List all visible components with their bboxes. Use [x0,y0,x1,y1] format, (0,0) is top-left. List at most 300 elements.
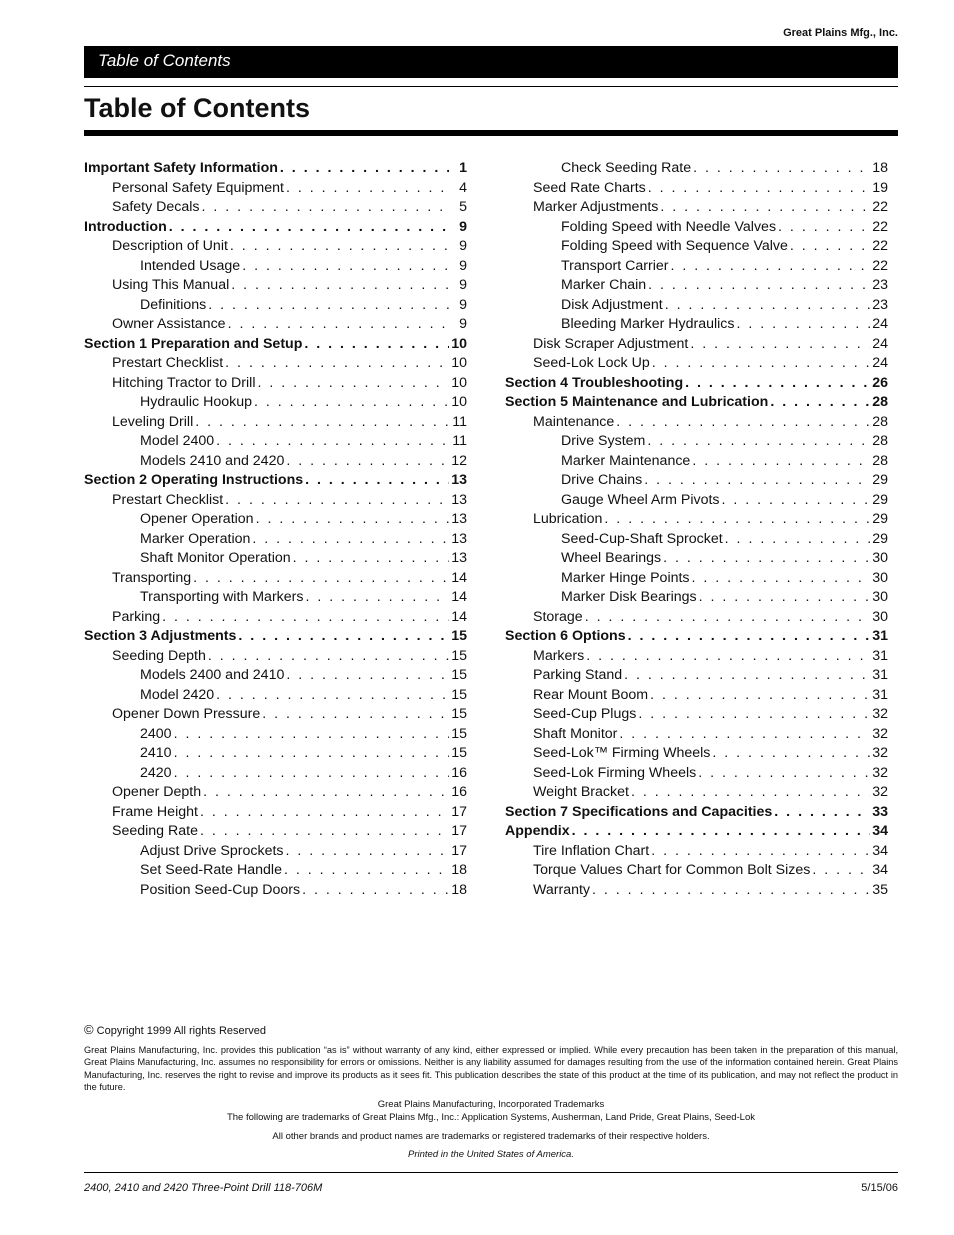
toc-entry-page: 9 [459,218,467,235]
toc-leader-dots [214,433,449,449]
toc-leader-dots [302,336,449,352]
toc-entry[interactable] [505,726,888,746]
toc-entry-label: Using This Manual [112,277,230,293]
toc-entry[interactable] [84,511,467,531]
toc-leader-dots [690,453,870,469]
toc-entry[interactable] [505,336,888,356]
toc-entry-page: 15 [451,745,467,761]
toc-entry[interactable] [505,355,888,375]
toc-entry-label: Markers [533,647,585,664]
toc-entry-label: Hydraulic Hookup [140,394,252,410]
company-name: Great Plains Mfg., Inc. [783,27,898,39]
copyright-text: Copyright 1999 All rights Reserved [96,1025,267,1037]
toc-leader-dots [198,823,449,839]
toc-leader-dots [214,687,449,703]
toc-entry[interactable] [84,316,467,336]
toc-entry-label: Intended Usage [140,257,241,274]
toc-entry-page: 11 [452,433,467,449]
toc-leader-dots [172,765,449,781]
toc-entry-label: Section 5 Maintenance and Lubrication [505,394,769,410]
toc-entry[interactable] [84,297,467,317]
toc-entry-label: Marker Operation [140,530,251,547]
toc-entry-label: Marker Chain [561,277,647,293]
toc-entry-page: 30 [872,608,888,625]
toc-leader-dots [191,570,449,586]
toc-entry[interactable] [505,648,888,668]
toc-entry-page: 28 [872,433,888,449]
toc-entry-label: Rear Mount Boom [533,686,649,703]
toc-entry-label: Leveling Drill [112,413,194,430]
toc-entry-page: 5 [459,199,467,215]
toc-leader-dots [284,843,449,859]
toc-entry[interactable] [84,258,467,278]
toc-entry-page: 14 [451,608,467,625]
toc-entry-label: Transporting with Markers [140,589,304,605]
toc-entry[interactable] [505,511,888,531]
toc-entry[interactable] [505,316,888,336]
toc-entry-label: Storage [533,608,583,625]
toc-entry[interactable] [84,862,467,882]
toc-entry-label: Seed-Lok Lock Up [533,355,650,371]
toc-entry-page: 15 [451,686,467,703]
toc-leader-dots [223,355,449,371]
toc-entry-label: Hitching Tractor to Drill [112,374,256,391]
toc-entry[interactable] [84,765,467,785]
toc-entry[interactable] [84,414,467,434]
toc-entry-label: Seed-Cup Plugs [533,706,637,722]
toc-entry-page: 1 [459,160,467,176]
printed-in: Printed in the United States of America. [408,1149,574,1160]
toc-entry[interactable] [84,375,467,395]
toc-entry[interactable] [84,804,467,824]
toc-entry-label: Marker Adjustments [533,199,659,215]
toc-entry[interactable] [84,550,467,570]
toc-entry-page: 29 [872,511,888,527]
toc-leader-dots [648,687,870,703]
toc-entry-label: Section 2 Operating Instructions [84,472,304,488]
toc-leader-dots [260,706,449,722]
toc-entry[interactable] [84,453,467,473]
toc-entry[interactable] [505,570,888,590]
toc-entry[interactable] [505,160,888,180]
toc-entry-page: 29 [872,472,888,488]
toc-leader-dots [160,609,449,625]
toc-entry-page: 35 [872,881,888,898]
toc-entry-page: 31 [872,647,888,664]
toc-entry-label: Section 4 Troubleshooting [505,374,684,391]
toc-entry-page: 28 [872,394,888,410]
toc-entry-label: Warranty [533,881,591,898]
toc-entry-label: Transporting [112,569,192,586]
toc-entry[interactable] [84,648,467,668]
toc-entry[interactable] [505,804,888,824]
toc-entry[interactable] [84,745,467,765]
toc-leader-dots [696,765,870,781]
toc-entry[interactable] [505,706,888,726]
toc-leader-dots [668,258,870,274]
toc-entry-page: 16 [451,764,467,781]
toc-entry[interactable] [84,180,467,200]
toc-entry[interactable] [505,589,888,609]
toc-leader-dots [683,375,870,391]
toc-entry-page: 10 [451,335,467,352]
toc-entry-label: Drive System [561,433,646,449]
toc-leader-dots [723,531,870,547]
toc-leader-dots [788,238,870,254]
toc-entry-page: 13 [451,511,467,527]
toc-leader-dots [167,219,449,235]
toc-entry-page: 13 [451,491,467,508]
toc-leader-dots [663,297,870,313]
disclaimer-text: Great Plains Manufacturing, Inc. provides this publication “as is” without warranty of any kind, either expressed or implied. While every precaution has been taken in the preparation of this manual, Great Plains Manufacturing, Inc. assumes no responsibility for errors or omissions. Neither is any liability assumed for damages resulting from the use of the information contained herein. Great Plains Manufacturing, Inc. reserves the right to revise and improve its products as it sees fit. This publication describes the state of this product at the time of its publication, and may not reflect the product in the future. [84,1045,898,1092]
toc-entry-label: Opener Down Pressure [112,706,261,722]
toc-leader-dots [734,316,870,332]
toc-entry[interactable] [84,609,467,629]
toc-leader-dots [172,726,449,742]
toc-entry-label: Marker Maintenance [561,452,691,469]
toc-entry-label: Important Safety Information [84,160,278,176]
toc-entry[interactable] [84,531,467,551]
toc-entry-page: 34 [872,823,888,839]
toc-leader-dots [254,511,449,527]
toc-entry-label: Bleeding Marker Hydraulics [561,316,735,332]
title-rule [84,130,898,136]
toc-entry[interactable] [84,784,467,804]
toc-entry-page: 14 [451,589,467,605]
toc-leader-dots [236,628,449,644]
toc-entry-label: Disk Scraper Adjustment [533,335,689,352]
toc-entry-label: Opener Depth [112,784,202,800]
toc-entry[interactable] [505,823,888,843]
toc-entry[interactable] [505,375,888,395]
trademarks-title: Great Plains Manufacturing, Incorporated Trademarks [377,1099,605,1110]
toc-entry[interactable] [505,219,888,239]
toc-entry-label: Check Seeding Rate [561,160,692,176]
toc-entry-page: 13 [451,472,467,488]
toc-leader-dots [229,277,449,293]
toc-entry-page: 32 [872,725,888,742]
toc-entry-page: 12 [451,452,467,469]
toc-leader-dots [690,570,870,586]
toc-leader-dots [584,648,870,664]
toc-entry[interactable] [84,238,467,258]
toc-entry-label: Section 6 Options [505,628,626,644]
toc-entry-label: Torque Values Chart for Common Bolt Sizes [533,862,811,878]
toc-entry-page: 23 [872,277,888,293]
toc-entry-label: Tire Inflation Chart [533,842,650,859]
toc-leader-dots [688,336,870,352]
toc-entry-page: 24 [872,355,888,371]
toc-leader-dots [710,745,870,761]
toc-entry-page: 15 [451,706,467,722]
toc-entry-page: 33 [872,803,888,820]
toc-entry-label: Position Seed-Cup Doors [140,881,301,898]
toc-entry-page: 13 [451,550,467,566]
toc-leader-dots [201,784,449,800]
toc-entry[interactable] [84,277,467,297]
toc-entry-label: Section 3 Adjustments [84,628,237,644]
toc-entry-label: Seeding Rate [112,823,198,839]
toc-entry-label: Personal Safety Equipment [112,179,284,196]
toc-leader-dots [300,882,449,898]
toc-entry-page: 9 [459,257,467,274]
toc-entry[interactable] [84,492,467,512]
toc-leader-dots [256,375,450,391]
toc-entry-label: Seed-Cup-Shaft Sprocket [561,530,723,547]
toc-entry[interactable] [84,472,467,492]
toc-entry-page: 4 [459,179,467,196]
toc-column-right [505,160,888,901]
toc-entry[interactable] [505,297,888,317]
toc-leader-dots [240,258,449,274]
other-trademarks: All other brands and product names are trademarks or registered trademarks of their respective holders. [272,1131,710,1142]
toc-entry[interactable] [505,745,888,765]
toc-leader-dots [284,453,449,469]
toc-leader-dots [303,472,449,488]
toc-entry-page: 24 [872,316,888,332]
copyright-line [84,1022,266,1037]
toc-entry[interactable] [84,628,467,648]
toc-entry-label: Transport Carrier [561,257,669,274]
toc-leader-dots [226,316,449,332]
toc-entry-page: 29 [872,530,888,547]
toc-entry[interactable] [505,199,888,219]
toc-leader-dots [697,589,870,605]
toc-leader-dots [291,550,449,566]
toc-entry[interactable] [505,453,888,473]
toc-leader-dots [223,492,449,508]
toc-entry-label: Weight Bracket [533,784,629,800]
toc-entry-page: 32 [872,745,888,761]
toc-entry-label: Prestart Checklist [112,355,224,371]
toc-leader-dots [768,394,870,410]
toc-entry-label: Drive Chains [561,472,643,488]
toc-entry[interactable] [505,414,888,434]
section-header-label: Table of Contents [98,51,231,70]
toc-entry-label: 2420 [140,764,172,781]
toc-entry[interactable] [84,433,467,453]
toc-entry-label: Section 1 Preparation and Setup [84,335,303,352]
toc-entry[interactable] [84,667,467,687]
toc-leader-dots [645,433,870,449]
toc-entry-label: Prestart Checklist [112,491,224,508]
toc-entry[interactable] [505,180,888,200]
toc-entry-label: Opener Operation [140,511,254,527]
toc-entry-label: Introduction [84,218,167,235]
toc-entry-page: 24 [872,335,888,352]
toc-entry[interactable] [84,219,467,239]
toc-entry-page: 9 [459,238,467,254]
toc-leader-dots [720,492,871,508]
toc-entry-label: Wheel Bearings [561,550,662,566]
toc-entry[interactable] [505,394,888,414]
toc-entry-page: 28 [872,452,888,469]
toc-entry-label: Frame Height [112,803,198,820]
toc-leader-dots [250,531,449,547]
toc-leader-dots [206,648,449,664]
toc-entry[interactable] [505,687,888,707]
toc-entry-page: 9 [459,296,467,313]
toc-entry-page: 30 [872,569,888,586]
toc-entry-label: Gauge Wheel Arm Pivots [561,491,720,508]
toc-entry-label: Seed-Lok™ Firming Wheels [533,745,711,761]
toc-entry-label: Models 2410 and 2420 [140,452,285,469]
toc-entry-page: 17 [451,842,467,859]
toc-entry-page: 31 [872,686,888,703]
toc-entry-label: Description of Unit [112,238,228,254]
toc-entry-page: 31 [872,628,888,644]
toc-entry[interactable] [505,277,888,297]
toc-entry-label: Parking [112,608,161,625]
toc-entry[interactable] [505,628,888,648]
toc-leader-dots [602,511,870,527]
toc-entry-page: 10 [451,374,467,391]
toc-entry[interactable] [505,882,888,902]
toc-leader-dots [772,804,870,820]
page-title: Table of Contents [84,93,310,123]
toc-entry[interactable] [84,726,467,746]
toc-entry[interactable] [84,843,467,863]
toc-entry-label: 2400 [140,725,172,742]
toc-entry-page: 15 [451,667,467,683]
toc-entry-page: 22 [872,218,888,235]
toc-entry-page: 30 [872,550,888,566]
toc-entry-label: Parking Stand [533,667,623,683]
toc-entry-page: 22 [872,238,888,254]
toc-entry-page: 32 [872,706,888,722]
toc-leader-dots [198,804,449,820]
toc-entry[interactable] [505,843,888,863]
toc-entry[interactable] [84,570,467,590]
toc-entry-label: Lubrication [533,511,603,527]
toc-leader-dots [583,609,870,625]
toc-entry[interactable] [84,589,467,609]
toc-leader-dots [622,667,870,683]
toc-leader-dots [636,706,870,722]
toc-entry-label: Disk Adjustment [561,296,663,313]
toc-entry-label: Marker Hinge Points [561,569,690,586]
toc-leader-dots [626,628,870,644]
toc-entry[interactable] [84,687,467,707]
toc-entry-page: 15 [451,725,467,742]
toc-entry-label: Adjust Drive Sprockets [140,842,284,859]
toc-leader-dots [646,180,870,196]
toc-leader-dots [590,882,870,898]
toc-entry[interactable] [84,706,467,726]
toc-leader-dots [200,199,449,215]
toc-entry[interactable] [505,667,888,687]
header-divider [84,86,898,87]
toc-entry[interactable] [505,550,888,570]
toc-entry-page: 17 [451,823,467,839]
toc-entry-page: 18 [451,881,467,898]
toc-entry-page: 10 [451,355,467,371]
toc-entry[interactable] [84,336,467,356]
toc-entry-page: 34 [872,862,888,878]
toc-leader-dots [661,550,870,566]
toc-leader-dots [282,862,449,878]
toc-entry-label: Models 2400 and 2410 [140,667,285,683]
toc-entry-page: 32 [872,784,888,800]
toc-leader-dots [284,667,449,683]
toc-entry-label: 2410 [140,745,172,761]
toc-leader-dots [776,219,870,235]
toc-entry-page: 15 [451,647,467,664]
copyright-symbol: © [84,1022,94,1037]
toc-leader-dots [649,843,870,859]
toc-entry-label: Shaft Monitor [533,725,618,742]
toc-entry-page: 32 [872,764,888,781]
toc-entry-label: Section 7 Specifications and Capacities [505,803,773,820]
toc-entry-page: 15 [451,628,467,644]
toc-entry-label: Appendix [505,823,570,839]
toc-leader-dots [617,726,870,742]
toc-entry[interactable] [84,882,467,902]
toc-leader-dots [278,160,449,176]
toc-entry-label: Seed-Lok Firming Wheels [533,764,697,781]
toc-entry[interactable] [84,394,467,414]
toc-entry[interactable] [505,765,888,785]
toc-entry-page: 23 [872,296,888,313]
toc-leader-dots [650,355,870,371]
toc-entry[interactable] [505,531,888,551]
toc-entry-page: 16 [451,784,467,800]
toc-entry[interactable] [505,238,888,258]
footer-date: 5/15/06 [861,1182,898,1194]
toc-entry-page: 22 [872,199,888,215]
toc-entry-page: 29 [872,491,888,508]
toc-entry-page: 31 [872,667,888,683]
toc-leader-dots [658,199,870,215]
toc-entry[interactable] [505,492,888,512]
toc-entry[interactable] [505,862,888,882]
toc-leader-dots [193,414,449,430]
toc-entry-label: Model 2400 [140,433,215,449]
toc-entry[interactable] [505,609,888,629]
toc-entry-label: Safety Decals [112,199,200,215]
toc-leader-dots [284,180,449,196]
toc-entry-label: Folding Speed with Sequence Valve [561,238,788,254]
toc-entry-label: Definitions [140,296,207,313]
toc-entry-label: Seed Rate Charts [533,179,646,196]
toc-entry-label: Folding Speed with Needle Valves [561,218,777,235]
toc-entry[interactable] [505,258,888,278]
toc-entry-page: 26 [872,374,888,391]
toc-entry-page: 19 [872,179,888,196]
toc-leader-dots [629,784,870,800]
toc-entry-page: 18 [451,862,467,878]
toc-entry[interactable] [505,784,888,804]
toc-entry[interactable] [84,355,467,375]
toc-entry-page: 11 [452,413,467,430]
toc-entry[interactable] [84,823,467,843]
toc-entry[interactable] [505,433,888,453]
toc-entry[interactable] [84,199,467,219]
toc-entry-page: 14 [451,569,467,586]
toc-entry-label: Owner Assistance [112,316,226,332]
toc-entry-label: Model 2420 [140,686,215,703]
toc-entry-page: 30 [872,589,888,605]
toc-entry-page: 34 [872,842,888,859]
section-header-bar [84,46,898,78]
toc-entry-page: 17 [451,803,467,820]
toc-entry[interactable] [84,160,467,180]
toc-entry-page: 28 [872,413,888,430]
toc-entry[interactable] [505,472,888,492]
toc-entry-page: 22 [872,257,888,274]
toc-leader-dots [228,238,449,254]
footer-divider [84,1172,898,1173]
